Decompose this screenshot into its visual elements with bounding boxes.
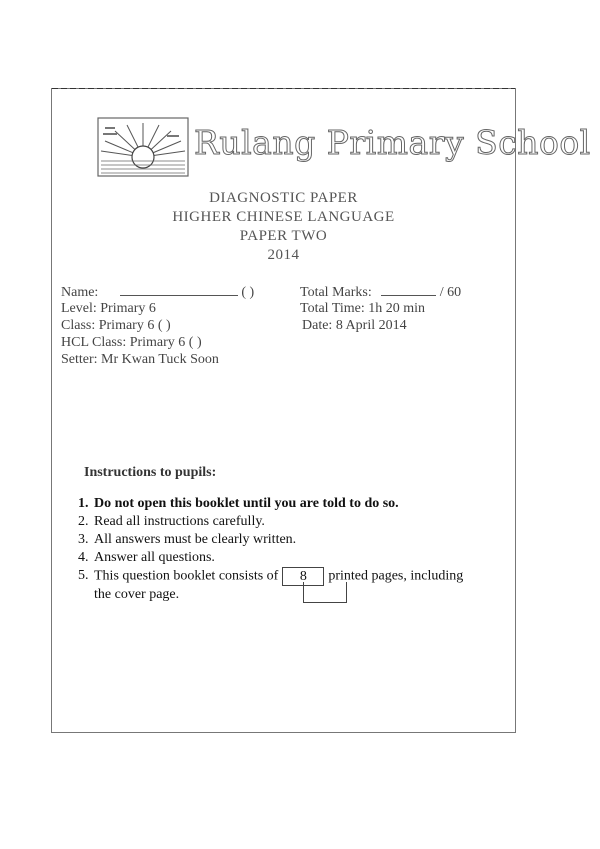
instructions-list [78, 495, 463, 604]
date-row: Date: 8 April 2014 [302, 318, 407, 333]
title-line-2: HIGHER CHINESE LANGUAGE [172, 209, 395, 225]
instructions-title: Instructions to pupils: [84, 465, 217, 480]
total-time-row: Total Time: 1h 20 min [300, 301, 426, 316]
total-marks-blank[interactable] [381, 283, 436, 296]
school-name: Rulang Primary School [194, 123, 591, 162]
instruction-item: 1. Do not open this booklet until you are told to do so. [78, 496, 399, 511]
instruction-item: 3. All answers must be clearly written. [78, 532, 297, 547]
paper-title-block [52, 189, 515, 265]
instruction-item: 4. Answer all questions. [78, 550, 215, 565]
level-row: Level: Primary 6 [61, 301, 156, 316]
name-field-row [61, 283, 254, 301]
total-marks-row [300, 283, 461, 301]
setter-row: Setter: Mr Kwan Tuck Soon [61, 352, 219, 367]
title-line-1: DIAGNOSTIC PAPER [209, 190, 358, 206]
title-line-4: 2014 [267, 247, 300, 263]
cover-page-frame [51, 88, 591, 733]
page-count-box-lower [303, 582, 347, 603]
instruction-item: 2. Read all instructions carefully. [78, 514, 265, 529]
name-blank[interactable] [120, 283, 238, 296]
instruction-item: 5. This question booklet consists of 8 printed pages, including the cover page. [78, 568, 464, 602]
total-marks-out-of: / 60 [439, 285, 462, 300]
class-row: Class: Primary 6 ( ) [61, 318, 171, 333]
title-line-3: PAPER TWO [239, 228, 328, 244]
hcl-class-row: HCL Class: Primary 6 ( ) [61, 335, 202, 350]
frame-top-edge [52, 88, 515, 89]
name-index-bracket: ( ) [241, 285, 255, 300]
school-logo [97, 117, 189, 177]
total-marks-label: Total Marks: [300, 285, 372, 300]
name-label: Name: [61, 285, 99, 300]
page-count-box: 8 [282, 567, 324, 586]
